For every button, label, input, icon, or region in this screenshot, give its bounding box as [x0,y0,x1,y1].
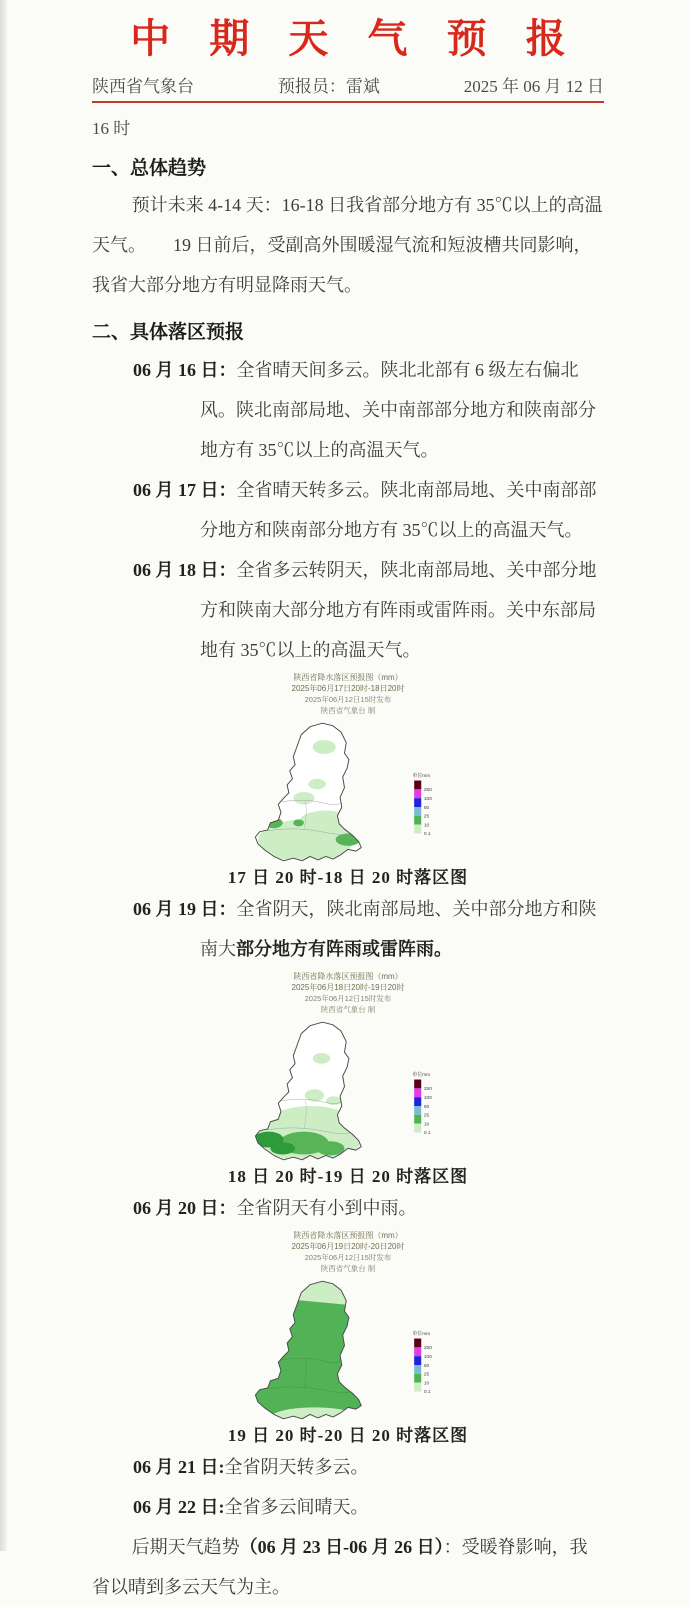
svg-text:0.1: 0.1 [423,831,431,837]
svg-text:250: 250 [423,1345,432,1351]
page-title: 中 期 天 气 预 报 [130,17,580,61]
overall-trend-paragraph: 预计未来 4-14 天：16-18 日我省部分地方有 35℃以上的高温天气。 19 日前后，受副高外围暖湿气流和短波槽共同影响，我省大部分地方有明显降雨天气。 [92,195,603,296]
day-label: 06 月 19 日： [133,898,237,919]
day-label: 06 月 17 日： [133,479,237,500]
day-entry-0618 [92,550,604,670]
issue-time: 16 时 [92,119,131,138]
shaanxi-precip-map-3 [228,1275,468,1425]
day-text: 全省阴天转多云。 [224,1456,369,1477]
svg-text:0.1: 0.1 [423,1389,431,1395]
section-heading-area-forecast: 二、具体落区预报 [92,322,245,344]
map3-caption: 19 日 20 时-20 日 20 时落区图 [227,1425,469,1445]
shaanxi-precip-map-2 [228,1016,468,1166]
map3-title-line3: 2025年06月12日15时发布 [304,1252,392,1262]
legend-title: 单位mm [412,1331,431,1337]
map3-titles [218,1230,478,1275]
svg-text:50: 50 [423,1104,430,1110]
precip-map-block-2 [218,971,478,1188]
issue-date: 2025 年 06 月 12 日 [463,77,604,96]
svg-text:100: 100 [423,796,432,802]
precip-map-block-1 [218,672,478,889]
day-entry-0617 [92,470,604,550]
day-text-bold: 部分地方有阵雨或雷阵雨。 [236,938,452,959]
document-header-row [92,72,604,103]
day-entry-0622 [92,1487,604,1527]
day-entry-0619 [92,889,604,969]
legend-colorbar [412,772,432,837]
day-text: 全省晴天转多云。陕北南部局地、关中南部部分地方和陕南部分地方有 35℃以上的高温天气。 [200,479,597,540]
legend-title: 单位mm [412,1072,431,1078]
svg-text:250: 250 [423,787,432,793]
svg-text:100: 100 [423,1354,432,1360]
svg-text:25: 25 [423,1372,430,1378]
outlook-lead: 后期天气趋势 [131,1536,240,1557]
day-entry-0620 [92,1188,604,1228]
svg-text:10: 10 [423,1122,430,1128]
day-label: 06 月 20 日： [133,1197,237,1218]
map1-titles [218,672,478,717]
map3-title-line2: 2025年06月19日20时-20日20时 [291,1242,405,1252]
map2-title-line2: 2025年06月18日20时-19日20时 [291,983,405,993]
map1-title-line2: 2025年06月17日20时-18日20时 [291,684,405,694]
map2-caption: 18 日 20 时-19 日 20 时落区图 [227,1166,469,1186]
map1-title-line1: 陕西省降水落区预报图（mm） [293,672,403,682]
day-entry-0616 [92,350,604,470]
outlook-date-range: （06 月 23 日-06 月 26 日） [239,1536,444,1557]
map1-title-line4: 陕西省气象台 制 [320,705,376,715]
map2-title-line1: 陕西省降水落区预报图（mm） [293,971,403,981]
map3-title-line1: 陕西省降水落区预报图（mm） [293,1230,403,1240]
svg-text:0.1: 0.1 [423,1130,431,1136]
map3-title-line4: 陕西省气象台 制 [320,1263,376,1273]
section-heading-overall-trend: 一、总体趋势 [92,157,207,179]
svg-text:50: 50 [423,805,430,811]
late-period-outlook [92,1527,604,1607]
shaanxi-precip-map-1 [228,717,468,867]
svg-text:10: 10 [423,1381,430,1387]
svg-text:50: 50 [423,1363,430,1369]
org-name: 陕西省气象台 [92,77,194,96]
day-text: 全省多云转阴天，陕北南部局地、关中部分地方和陕南大部分地方有阵雨或雷阵雨。关中东部局地有 35℃以上的高温天气。 [200,559,597,660]
svg-text:100: 100 [423,1095,432,1101]
day-text: 全省多云间晴天。 [224,1496,369,1517]
day-label: 06 月 22 日: [133,1496,225,1517]
day-text: 全省晴天间多云。陕北北部有 6 级左右偏北风。陕北南部局地、关中南部部分地方和陕南部分地方有 35℃以上的高温天气。 [200,359,596,460]
map2-titles [218,971,478,1016]
svg-text:25: 25 [423,1113,430,1119]
forecaster-name: 预报员：雷斌 [277,77,380,96]
svg-text:250: 250 [423,1086,432,1092]
day-label: 06 月 18 日： [133,559,237,580]
map2-title-line3: 2025年06月12日15时发布 [304,993,392,1003]
legend-colorbar [412,1330,432,1395]
day-entry-0621 [92,1447,604,1487]
legend-colorbar [412,1071,432,1136]
outlook-text: ：受暖脊影响，我省以晴到多云天气为主。 [92,1536,588,1597]
legend-title: 单位mm [412,773,431,779]
precip-map-block-3 [218,1230,478,1447]
svg-text:10: 10 [423,823,430,829]
map1-caption: 17 日 20 时-18 日 20 时落区图 [227,867,469,887]
day-label: 06 月 21 日: [133,1456,225,1477]
day-text: 全省阴天有小到中雨。 [236,1197,417,1218]
map1-title-line3: 2025年06月12日15时发布 [304,694,392,704]
day-label: 06 月 16 日： [133,359,237,380]
svg-text:25: 25 [423,814,430,820]
map2-title-line4: 陕西省气象台 制 [320,1004,376,1014]
scan-page-edge [0,0,7,1551]
day-text: 全省阴天，陕北南部局地、关中部分地方和陕南大 [200,898,597,959]
